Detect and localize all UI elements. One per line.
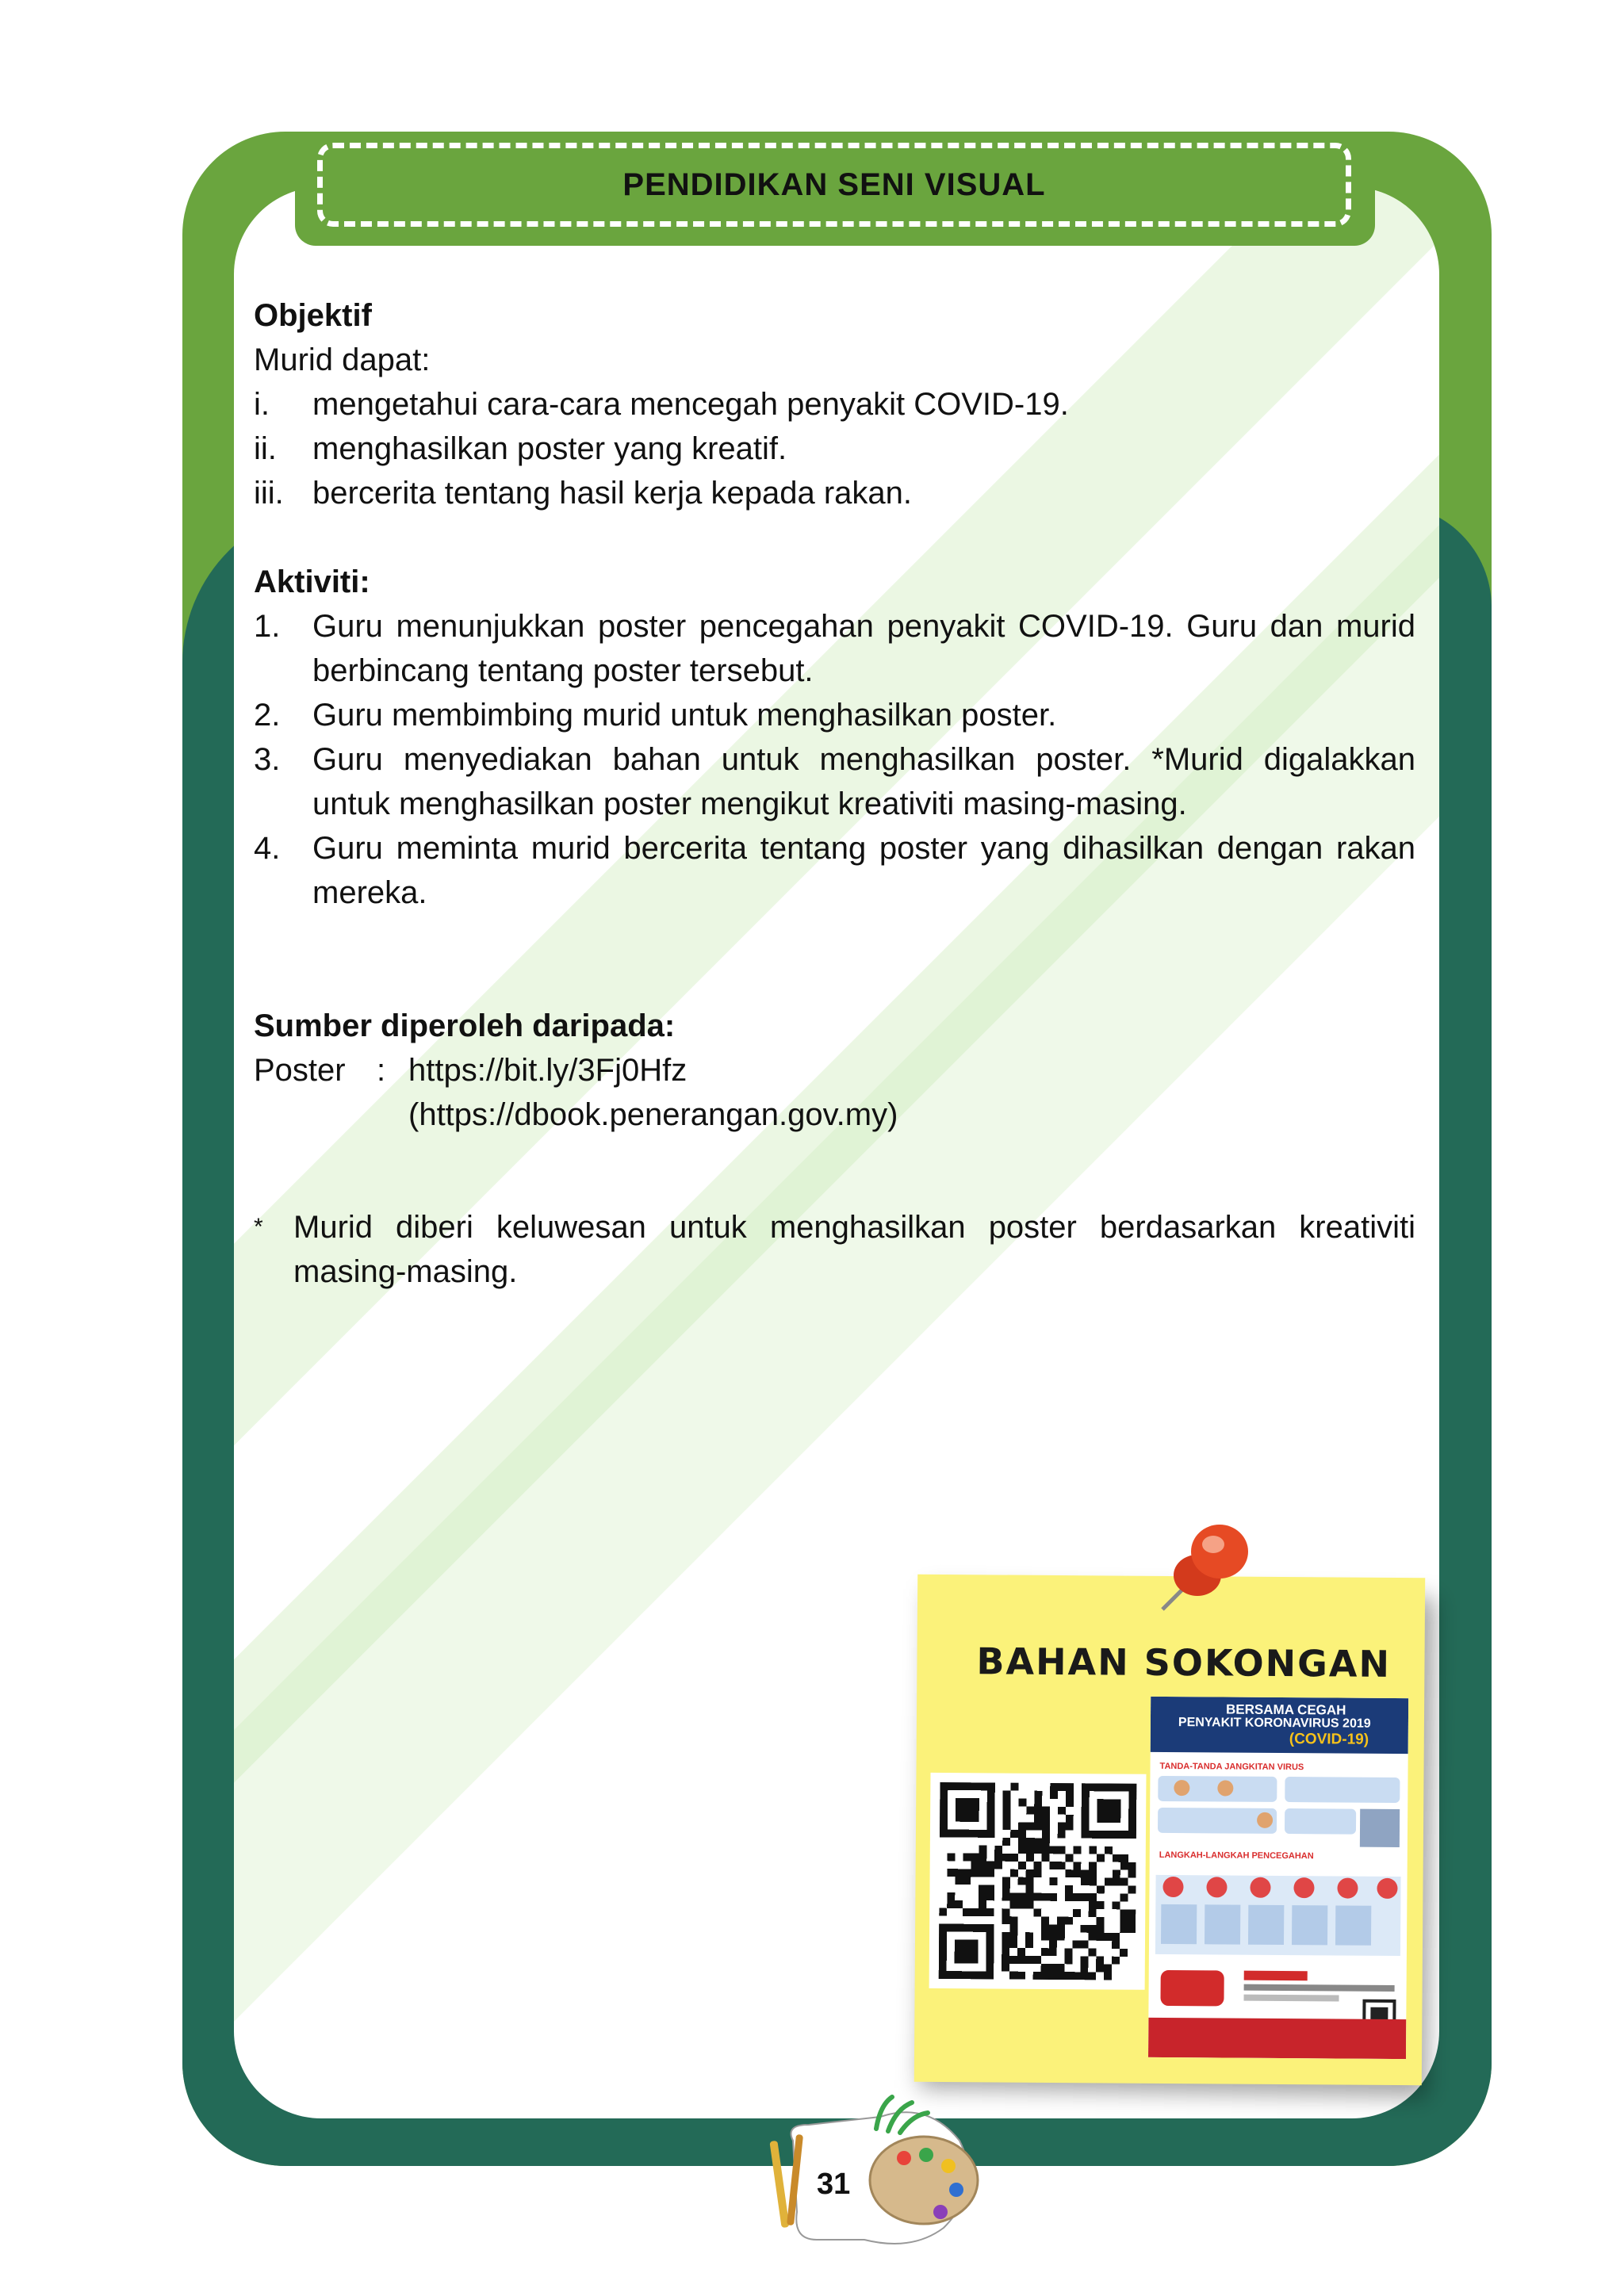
list-marker: 4. bbox=[254, 831, 281, 866]
aktiviti-item bbox=[254, 693, 1415, 737]
qr-code-icon bbox=[939, 1782, 1137, 1980]
footnote bbox=[254, 1205, 1415, 1294]
page-badge bbox=[761, 2093, 983, 2252]
list-marker: ii. bbox=[254, 431, 277, 466]
list-marker: 1. bbox=[254, 609, 281, 644]
source-link[interactable]: https://bit.ly/3Fj0Hfz bbox=[408, 1053, 688, 1088]
source-row bbox=[254, 1048, 1415, 1093]
list-text: mengetahui cara-cara mencegah penyakit COVID-19. bbox=[312, 387, 1069, 422]
source-label: Poster bbox=[254, 1053, 346, 1088]
aktiviti-item bbox=[254, 826, 1415, 915]
covid-poster-thumbnail[interactable] bbox=[1148, 1697, 1408, 2059]
list-marker: 2. bbox=[254, 698, 281, 733]
aktiviti-item bbox=[254, 604, 1415, 693]
objektif-item bbox=[254, 427, 1415, 471]
objektif-item bbox=[254, 471, 1415, 515]
list-marker: 3. bbox=[254, 742, 281, 777]
paintbrush-icon bbox=[769, 2141, 789, 2228]
list-text: menghasilkan poster yang kreatif. bbox=[312, 431, 787, 466]
footnote-text: Murid diberi keluwesan untuk menghasilkan poster berdasarkan kreativiti masing-masing. bbox=[293, 1210, 1415, 1289]
source-colon: : bbox=[377, 1053, 386, 1088]
page-number: 31 bbox=[817, 2168, 851, 2201]
list-text: Guru menyediakan bahan untuk menghasilkan poster. *Murid digalakkan untuk menghasilkan poster mengikut kreativiti masing-masing. bbox=[312, 742, 1415, 821]
poster-subtitle-symptoms: TANDA-TANDA JANGKITAN VIRUS bbox=[1159, 1761, 1304, 1773]
poster-title-line1: BERSAMA CEGAH bbox=[1225, 1701, 1346, 1718]
pushpin-icon bbox=[1140, 1516, 1259, 1627]
poster-title-line3: (COVID-19) bbox=[1289, 1731, 1369, 1748]
page-title: PENDIDIKAN SENI VISUAL bbox=[622, 166, 1046, 202]
asterisk-icon: * bbox=[254, 1214, 263, 1240]
list-text: bercerita tentang hasil kerja kepada rakan. bbox=[312, 476, 913, 511]
header-dashed-box bbox=[317, 143, 1351, 227]
list-text: Guru membimbing murid untuk menghasilkan poster. bbox=[312, 698, 1057, 733]
main-content bbox=[254, 293, 1415, 1294]
aktiviti-heading: Aktiviti: bbox=[254, 564, 370, 599]
poster-subtitle-prevention: LANGKAH-LANGKAH PENCEGAHAN bbox=[1159, 1850, 1314, 1862]
aktiviti-item bbox=[254, 737, 1415, 826]
objektif-intro: Murid dapat: bbox=[254, 342, 431, 377]
list-marker: i. bbox=[254, 387, 270, 422]
sumber-heading: Sumber diperoleh daripada: bbox=[254, 1008, 676, 1043]
sticky-note-title: BAHAN SOKONGAN bbox=[976, 1640, 1392, 1686]
poster-illustration bbox=[1148, 1697, 1408, 2059]
poster-footer bbox=[1148, 2018, 1406, 2059]
objektif-item bbox=[254, 382, 1415, 427]
list-text: Guru menunjukkan poster pencegahan penyakit COVID-19. Guru dan murid berbincang tentang poster tersebut. bbox=[312, 609, 1415, 688]
source-origin-link[interactable]: (https://dbook.penerangan.gov.my) bbox=[408, 1097, 898, 1132]
list-marker: iii. bbox=[254, 476, 284, 511]
sticky-note bbox=[914, 1575, 1425, 2085]
list-text: Guru meminta murid bercerita tentang poster yang dihasilkan dengan rakan mereka. bbox=[312, 831, 1415, 910]
objektif-heading: Objektif bbox=[254, 298, 372, 333]
qr-code[interactable] bbox=[929, 1773, 1147, 1990]
poster-title-line2: PENYAKIT KORONAVIRUS 2019 bbox=[1178, 1716, 1371, 1731]
